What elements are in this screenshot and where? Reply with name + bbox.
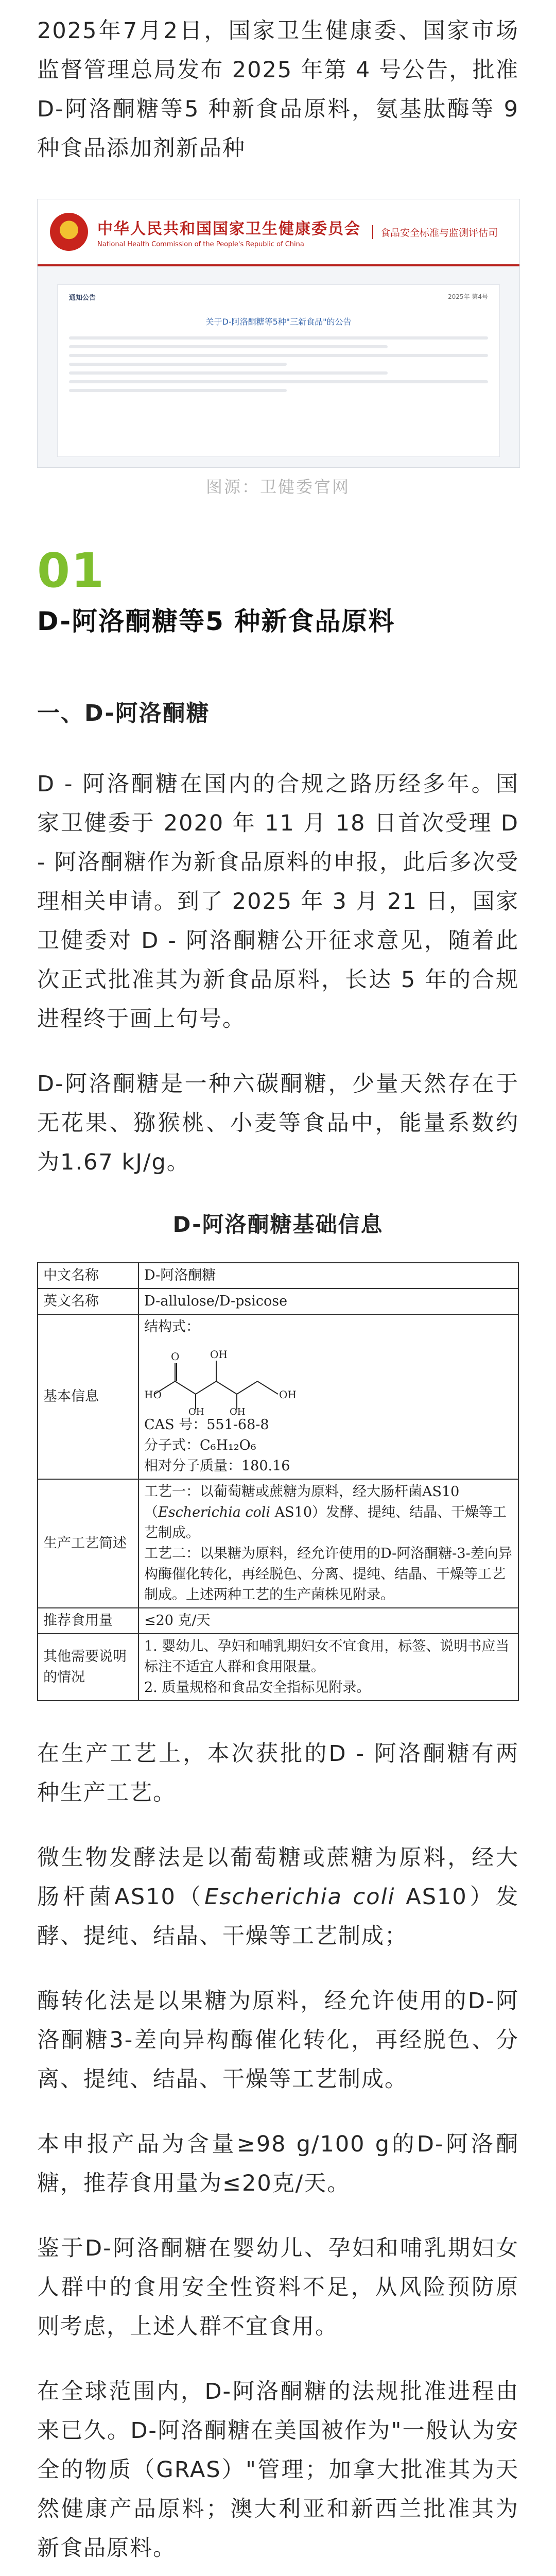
table-cell-value: D-allulose/D-psicose <box>138 1289 518 1314</box>
table-cell-label: 推荐食用量 <box>38 1608 138 1634</box>
table-cell-label: 基本信息 <box>38 1314 138 1479</box>
table-title: D-阿洛酮糖基础信息 <box>172 1212 384 1237</box>
notice-text-line <box>69 371 388 375</box>
notice-text-line <box>69 363 287 366</box>
other-note-two: 2. 质量规格和食品安全指标见附录。 <box>144 1680 371 1696</box>
notice-text-line <box>69 354 488 357</box>
table-cell-value: ≤20 克/天 <box>138 1608 518 1634</box>
subsection-title: 一、D-阿洛酮糖 <box>37 700 210 726</box>
svg-text:OH: OH <box>279 1388 297 1401</box>
intro-paragraph: 2025年7月2日，国家卫生健康委、国家市场监督管理总局发布 2025 年第 4 号公告，批准D-阿洛酮糖等5 种新食品原料，氨基肽酶等 9 种食品添加剂新品种 <box>37 18 519 161</box>
info-table <box>37 1262 519 1701</box>
notice-screenshot-image <box>37 199 520 468</box>
process-one-c: AS10）发酵、提纯、结晶、干燥等工艺制成。 <box>144 1504 507 1541</box>
process-two: 工艺二：以果糖为原料，经允许使用的D-阿洛酮糖-3-差向异构酶催化转化，再经脱色、分离、提纯、结晶、干燥等工艺制成。上述两种工艺的生产菌株见附录。 <box>144 1546 512 1603</box>
fermentation-species: Escherichia coli <box>204 1884 395 1910</box>
notice-tag: 通知公告 <box>69 294 96 302</box>
table-row <box>38 1634 518 1701</box>
structural-formula-diagram <box>144 1337 299 1415</box>
svg-text:O: O <box>171 1350 180 1363</box>
notice-org-cn: 中华人民共和国国家卫生健康委员会 <box>97 219 361 238</box>
table-cell-value <box>138 1314 518 1479</box>
table-row <box>38 1289 518 1314</box>
paragraph-processes: 在生产工艺上，本次获批的D - 阿洛酮糖有两种生产工艺。 <box>37 1741 519 1806</box>
structure-label: 结构式： <box>144 1319 200 1335</box>
molecular-formula: 分子式：C₆H₁₂O₆ <box>144 1437 256 1453</box>
notice-text-line <box>69 389 287 392</box>
structure-box <box>144 1317 513 1477</box>
table-row <box>38 1608 518 1634</box>
notice-number: 2025年 第4号 <box>448 293 488 300</box>
paragraph-definition: D-阿洛酮糖是一种六碳酮糖，少量天然存在于无花果、猕猴桃、小麦等食品中，能量系数约为1.67 kJ/g。 <box>37 1071 519 1175</box>
notice-body <box>57 284 500 457</box>
paragraph-compliance: D - 阿洛酮糖在国内的合规之路历经多年。国家卫健委于 2020 年 11 月 18 日首次受理 D - 阿洛酮糖作为新食品原料的申报，此后多次受理相关申请。到了 2025 年 3 月 21 日，国家卫健委对 D - 阿洛酮糖公开征求意见，随着此次正式批准其为新食品原料，长达 5 年的合规进程终于画上句号。 <box>37 771 519 1032</box>
notice-site: 食品安全标准与监测评估司 <box>372 225 498 239</box>
national-emblem-icon <box>50 213 88 251</box>
table-cell-value <box>138 1634 518 1701</box>
molecular-weight: 相对分子质量：180.16 <box>144 1458 290 1474</box>
table-cell-label: 其他需要说明的情况 <box>38 1634 138 1701</box>
cas-number: CAS 号：551-68-8 <box>144 1417 269 1433</box>
notice-text-line <box>69 336 488 340</box>
table-cell-label: 英文名称 <box>38 1289 138 1314</box>
notice-text-line <box>69 345 388 348</box>
image-caption: 图源：卫健委官网 <box>205 477 350 497</box>
process-one-a: 工艺一：以葡萄糖或蔗糖为原料，经大肠杆菌AS10（ <box>144 1484 460 1520</box>
notice-text-line <box>69 380 488 383</box>
other-note-one: 1. 婴幼儿、孕妇和哺乳期妇女不宜食用，标签、说明书应当标注不适宜人群和食用限量。 <box>144 1638 510 1675</box>
process-one-species: Escherichia coli <box>158 1504 271 1520</box>
table-cell-label: 中文名称 <box>38 1263 138 1289</box>
paragraph-enzyme: 酶转化法是以果糖为原料，经允许使用的D-阿洛酮糖3-差向异构酶催化转化，再经脱色、分离、提纯、结晶、干燥等工艺制成。 <box>37 1988 519 2092</box>
table-row <box>38 1479 518 1608</box>
notice-header <box>38 199 519 266</box>
notice-title: 关于D-阿洛酮糖等5种"三新食品"的公告 <box>205 317 352 327</box>
fermentation-a: 微生物发酵法是以葡萄糖或蔗糖为原料，经大肠杆菌AS10（ <box>37 1845 519 1910</box>
svg-text:OH: OH <box>210 1348 228 1361</box>
paragraph-spec: 本申报产品为含量≥98 g/100 g的D-阿洛酮糖，推荐食用量为≤20克/天。 <box>37 2131 519 2196</box>
fermentation-c: AS10）发酵、提纯、结晶、干燥等工艺制成； <box>37 1884 519 1949</box>
notice-org-en: National Health Commission of the People's Republic of China <box>97 240 304 248</box>
table-cell-value: D-阿洛酮糖 <box>138 1263 518 1289</box>
table-cell-value <box>138 1479 518 1608</box>
notice-org <box>97 216 361 248</box>
svg-text:HO: HO <box>144 1388 162 1401</box>
svg-text:OH: OH <box>230 1406 246 1415</box>
table-row <box>38 1314 518 1479</box>
paragraph-global: 在全球范围内，D-阿洛酮糖的法规批准进程由来已久。D-阿洛酮糖在美国被作为"一般认为安全的物质（GRAS）"管理；加拿大批准其为天然健康产品原料；澳大利亚和新西兰批准其为新食品原料。 <box>37 2379 519 2561</box>
table-row <box>38 1263 518 1289</box>
paragraph-fermentation <box>37 1838 519 1956</box>
paragraph-safety: 鉴于D-阿洛酮糖在婴幼儿、孕妇和哺乳期妇女人群中的食用安全性资料不足，从风险预防原则考虑，上述人群不宜食用。 <box>37 2235 519 2340</box>
table-cell-label: 生产工艺简述 <box>38 1479 138 1608</box>
section-title: D-阿洛酮糖等5 种新食品原料 <box>37 606 395 636</box>
section-number: 01 <box>37 543 106 598</box>
svg-text:OH: OH <box>188 1406 204 1415</box>
